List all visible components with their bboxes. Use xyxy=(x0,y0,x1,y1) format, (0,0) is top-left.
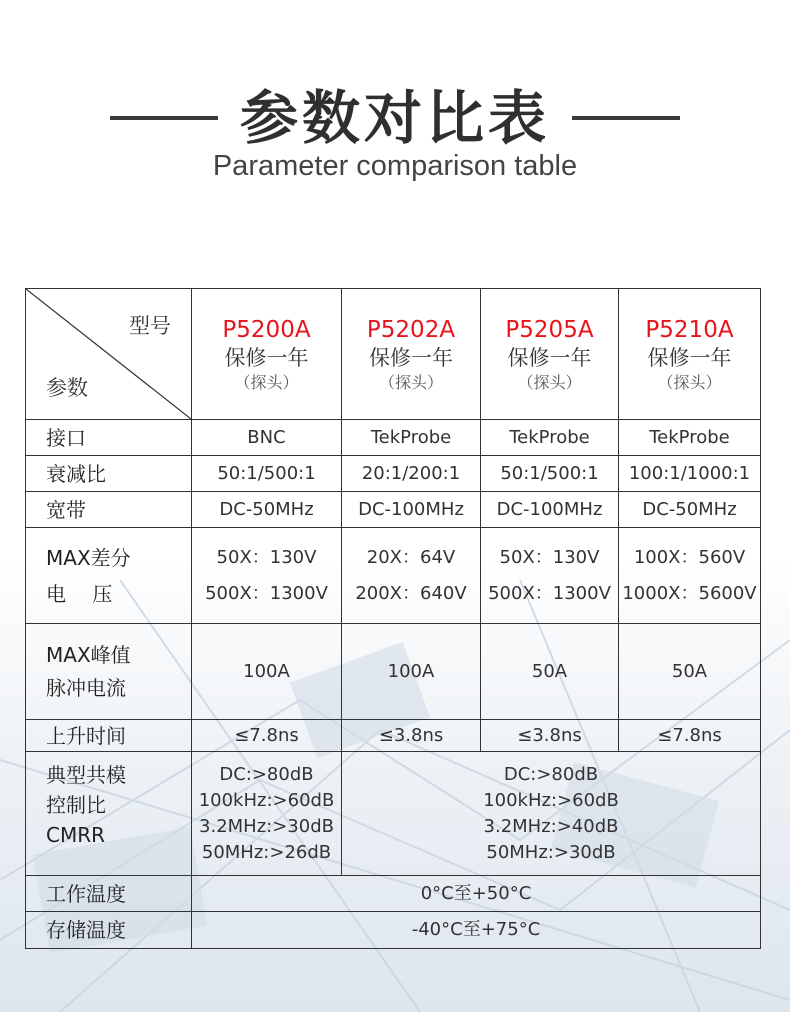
cell-line: DC:>80dB xyxy=(503,763,599,785)
cell-line: 100kHz:>60dB xyxy=(483,789,619,811)
cell-line: DC:>80dB xyxy=(219,763,314,785)
row-label xyxy=(26,624,192,720)
table-cell: 20:1/200:1 xyxy=(342,456,481,492)
param-header-label: 参数 xyxy=(46,376,88,400)
row-label: 存储温度 xyxy=(26,912,192,949)
model-note: （探头） xyxy=(378,373,443,392)
row-label xyxy=(26,528,192,624)
table-cell: DC-50MHz xyxy=(619,492,761,528)
table-cell: 50:1/500:1 xyxy=(192,456,342,492)
row-label-line: CMRR xyxy=(46,823,106,847)
row-max-diff-voltage xyxy=(26,528,761,624)
row-interface xyxy=(26,420,761,456)
cell-line: 50X：130V xyxy=(216,546,317,568)
table-cell: TekProbe xyxy=(619,420,761,456)
row-label-line: 脉冲电流 xyxy=(46,675,126,700)
row-operating-temp xyxy=(26,876,761,912)
table-cell xyxy=(619,528,761,624)
cell-line: 100kHz:>60dB xyxy=(198,789,335,811)
table-cell: ≤7.8ns xyxy=(192,720,342,752)
row-label-line: MAX差分 xyxy=(46,545,131,570)
row-label: 衰减比 xyxy=(26,456,192,492)
model-name: P5202A xyxy=(366,317,456,343)
row-rise-time xyxy=(26,720,761,752)
table-cell: 50A xyxy=(619,624,761,720)
row-label: 宽带 xyxy=(26,492,192,528)
model-warranty: 保修一年 xyxy=(224,346,309,370)
row-label-line: 典型共模 xyxy=(46,763,126,787)
table-cell: 100A xyxy=(192,624,342,720)
model-header-p5202a xyxy=(342,289,481,420)
table-cell: ≤3.8ns xyxy=(342,720,481,752)
model-note: （探头） xyxy=(234,373,299,392)
table-cell-merged: -40°C至+75°C xyxy=(192,912,761,949)
table-cell: ≤7.8ns xyxy=(619,720,761,752)
row-bandwidth xyxy=(26,492,761,528)
row-label-line: 电 压 xyxy=(46,581,113,606)
cell-line: 100X：560V xyxy=(633,546,746,568)
row-label: 接口 xyxy=(26,420,192,456)
cell-line: 50X：130V xyxy=(499,546,600,568)
cell-line: 500X：1300V xyxy=(488,582,611,604)
cell-line: 3.2MHz:>30dB xyxy=(199,815,334,837)
title-line-left xyxy=(110,116,218,120)
table-cell-merged xyxy=(342,752,761,876)
model-name: P5200A xyxy=(222,317,311,343)
row-cmrr xyxy=(26,752,761,876)
model-note: （探头） xyxy=(517,373,582,392)
table-cell: TekProbe xyxy=(481,420,619,456)
table-cell: 100A xyxy=(342,624,481,720)
table-cell: DC-50MHz xyxy=(192,492,342,528)
model-warranty: 保修一年 xyxy=(647,346,732,370)
model-note: （探头） xyxy=(657,373,722,392)
row-attenuation xyxy=(26,456,761,492)
model-header-p5210a xyxy=(619,289,761,420)
table-cell: DC-100MHz xyxy=(481,492,619,528)
page-subtitle: Parameter comparison table xyxy=(212,150,578,182)
cell-line: 500X：1300V xyxy=(205,582,328,604)
title-bar xyxy=(0,78,790,158)
row-label: 上升时间 xyxy=(26,720,192,752)
title-line-right xyxy=(572,116,680,120)
table-cell xyxy=(342,528,481,624)
model-header-label: 型号 xyxy=(129,314,171,338)
table-cell: BNC xyxy=(192,420,342,456)
table-header-row xyxy=(26,289,761,420)
cell-line: 50MHz:>30dB xyxy=(486,841,616,863)
table-cell xyxy=(192,752,342,876)
row-label-line: MAX峰值 xyxy=(46,642,131,667)
cell-line: 200X：640V xyxy=(355,582,467,604)
table-cell xyxy=(481,528,619,624)
cell-line: 3.2MHz:>40dB xyxy=(483,815,619,837)
parameter-table xyxy=(25,288,761,949)
table-cell: DC-100MHz xyxy=(342,492,481,528)
table-cell xyxy=(192,528,342,624)
model-header-p5205a xyxy=(481,289,619,420)
row-storage-temp xyxy=(26,912,761,949)
row-label-line: 控制比 xyxy=(46,793,106,817)
model-name: P5210A xyxy=(645,317,734,343)
model-warranty: 保修一年 xyxy=(507,346,592,370)
row-label: 工作温度 xyxy=(26,876,192,912)
cell-line: 1000X：5600V xyxy=(622,582,757,604)
cell-line: 50MHz:>26dB xyxy=(201,841,332,863)
table-cell-merged: 0°C至+50°C xyxy=(192,876,761,912)
page-title: 参数对比表 xyxy=(239,84,550,152)
table-cell: 50:1/500:1 xyxy=(481,456,619,492)
cell-line: 20X：64V xyxy=(366,546,456,568)
model-name: P5205A xyxy=(505,317,594,343)
table-cell: 100:1/1000:1 xyxy=(619,456,761,492)
row-label xyxy=(26,752,192,876)
table-cell: TekProbe xyxy=(342,420,481,456)
model-warranty: 保修一年 xyxy=(369,346,453,370)
table-cell: ≤3.8ns xyxy=(481,720,619,752)
row-max-pulse-current xyxy=(26,624,761,720)
table-cell: 50A xyxy=(481,624,619,720)
model-header-p5200a xyxy=(192,289,342,420)
corner-cell xyxy=(26,289,192,420)
